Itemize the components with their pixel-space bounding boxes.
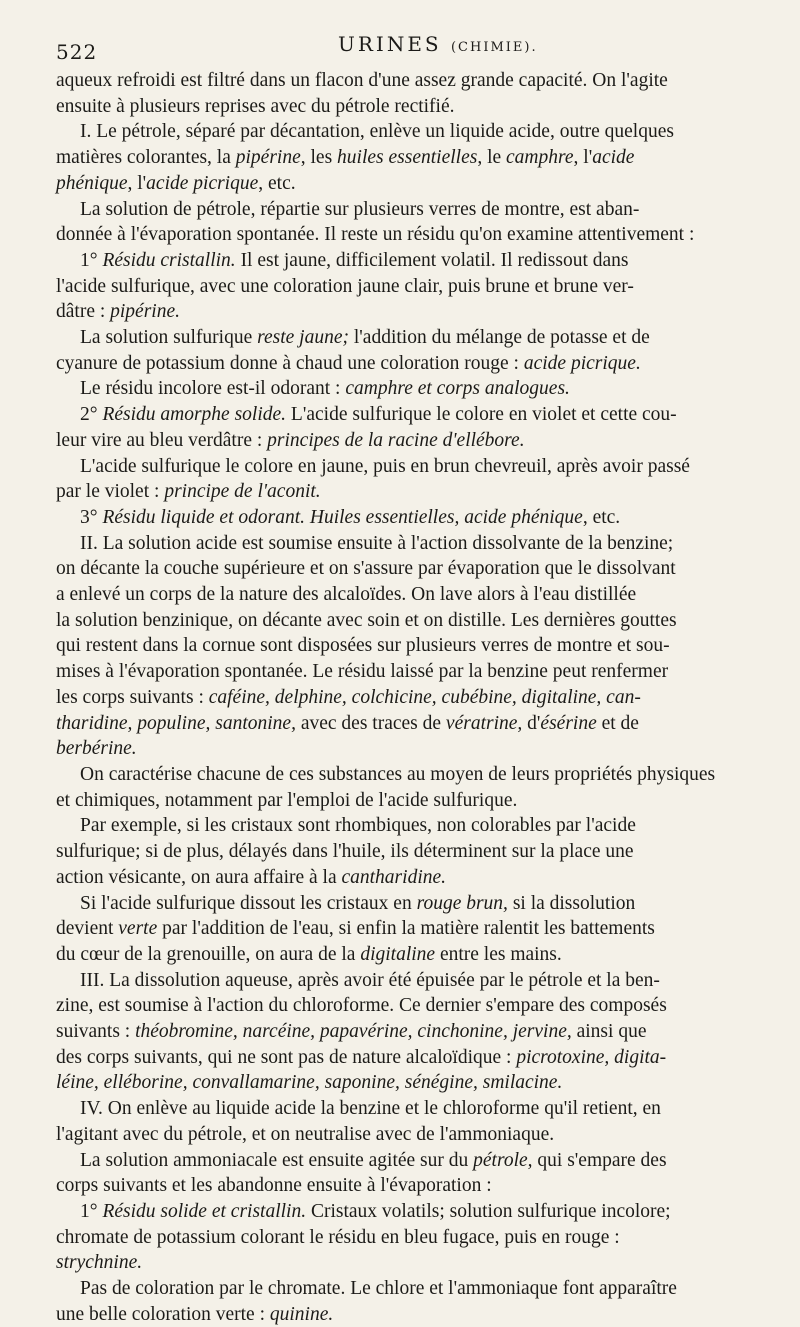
text-line: [56, 711, 760, 737]
text-run: mises à l'évaporation spontanée. Le résidu laissé par la benzine peut renfermer: [56, 661, 669, 683]
text-line: [56, 556, 760, 582]
text-run: 3°: [80, 506, 103, 528]
text-line: [56, 1225, 760, 1251]
italic-text: reste jaune;: [257, 327, 349, 349]
italic-text: tharidine, populine, santonine,: [56, 712, 296, 734]
text-line: [56, 325, 760, 351]
text-run: matières colorantes, la: [56, 147, 236, 169]
italic-text: cantharidine.: [341, 866, 447, 888]
text-line: [56, 1199, 760, 1225]
text-line: [56, 1173, 760, 1199]
text-run: corps suivants et les abandonne ensuite à l'évaporation :: [56, 1175, 492, 1197]
text-run: qui restent dans la cornue sont disposées sur plusieurs verres de montre et sou-: [56, 635, 670, 657]
text-run: , l': [127, 172, 147, 194]
text-run: du cœur de la grenouille, on aura de la: [56, 943, 361, 965]
text-line: [56, 1070, 760, 1096]
text-line: [56, 145, 760, 171]
text-run: , etc.: [582, 506, 621, 528]
text-line: [56, 531, 760, 557]
text-line: [56, 197, 760, 223]
text-line: [56, 659, 760, 685]
text-line: [56, 736, 760, 762]
text-line: [56, 376, 760, 402]
text-run: des corps suivants, qui ne sont pas de nature alcaloïdique :: [56, 1046, 517, 1068]
text-run: , etc.: [258, 172, 296, 194]
page-header: [56, 22, 760, 68]
text-run: , l': [573, 147, 593, 169]
text-line: [56, 916, 760, 942]
text-line: [56, 942, 760, 968]
text-line: [56, 402, 760, 428]
text-run: , le: [477, 147, 507, 169]
italic-text: verte: [118, 918, 158, 940]
text-run: la solution benzinique, on décante avec soin et on distille. Les dernières gouttes: [56, 609, 677, 631]
text-run: l'acide sulfurique, avec une coloration jaune clair, puis brune et brune ver-: [56, 275, 634, 297]
text-run: devient: [56, 918, 119, 940]
text-line: [56, 428, 760, 454]
text-run: chromate de potassium colorant le résidu en bleu fugace, puis en rouge :: [56, 1226, 620, 1248]
text-line: [56, 1096, 760, 1122]
text-run: 1°: [80, 249, 103, 271]
text-line: [56, 1276, 760, 1302]
text-run: III. La dissolution aqueuse, après avoir été épuisée par le pétrole et la ben-: [80, 969, 660, 991]
text-run: Pas de coloration par le chromate. Le chlore et l'ammoniaque font apparaître: [80, 1278, 677, 1300]
text-run: zine, est soumise à l'action du chloroforme. Ce dernier s'empare des composés: [56, 995, 667, 1017]
italic-text: strychnine.: [56, 1252, 143, 1274]
text-run: La solution ammoniacale est ensuite agitée sur du: [80, 1149, 474, 1171]
text-run: l'addition du mélange de potasse et de: [348, 327, 650, 349]
italic-text: vératrine,: [445, 712, 523, 734]
text-run: entre les mains.: [435, 943, 562, 965]
text-run: 1°: [80, 1200, 103, 1222]
text-line: [56, 505, 760, 531]
text-line: [56, 762, 760, 788]
text-line: [56, 351, 760, 377]
italic-text: rouge brun,: [416, 892, 508, 914]
text-run: Il est jaune, difficilement volatil. Il redissout dans: [235, 249, 629, 271]
text-line: [56, 119, 760, 145]
text-line: [56, 582, 760, 608]
italic-text: picrotoxine, digita-: [516, 1046, 667, 1068]
italic-text: camphre: [506, 147, 574, 169]
text-run: par le violet :: [56, 481, 165, 503]
text-line: [56, 171, 760, 197]
text-line: [56, 274, 760, 300]
italic-text: digitaline: [360, 943, 436, 965]
text-line: [56, 968, 760, 994]
italic-text: Huiles essentielles, acide phénique: [309, 506, 583, 528]
text-line: [56, 299, 760, 325]
italic-text: berbérine.: [56, 738, 137, 760]
text-run: on décante la couche supérieure et on s'assure par évaporation que le dissolvant: [56, 558, 676, 580]
text-run: donnée à l'évaporation spontanée. Il reste un résidu qu'on examine attentivement :: [56, 224, 695, 246]
text-run: sulfurique; si de plus, délayés dans l'huile, ils déterminent sur la place une: [56, 841, 634, 863]
italic-text: Résidu cristallin.: [102, 249, 236, 271]
text-run: II. La solution acide est soumise ensuite à l'action dissolvante de la benzine;: [80, 532, 674, 554]
text-run: cyanure de potassium donne à chaud une coloration rouge :: [56, 352, 524, 374]
running-title-sub: (CHIMIE).: [450, 40, 538, 55]
text-run: I. Le pétrole, séparé par décantation, enlève un liquide acide, outre quelques: [80, 121, 674, 143]
italic-text: huiles essentielles: [337, 147, 478, 169]
italic-text: phénique: [56, 172, 128, 194]
text-run: dâtre :: [56, 301, 111, 323]
text-line: [56, 788, 760, 814]
running-title: [338, 32, 538, 56]
italic-text: principe de l'aconit.: [164, 481, 321, 503]
text-line: [56, 1019, 760, 1045]
text-line: [56, 891, 760, 917]
text-run: d': [522, 712, 541, 734]
text-run: leur vire au bleu verdâtre :: [56, 429, 268, 451]
text-line: [56, 1250, 760, 1276]
text-line: [56, 865, 760, 891]
text-run: Par exemple, si les cristaux sont rhombiques, non colorables par l'acide: [80, 815, 636, 837]
text-run: On caractérise chacune de ces substances au moyen de leurs propriétés physiques: [80, 763, 716, 785]
text-run: et de: [596, 712, 639, 734]
italic-text: principes de la racine d'ellébore.: [267, 429, 525, 451]
text-run: qui s'empare des: [532, 1149, 667, 1171]
text-line: [56, 685, 760, 711]
text-run: L'acide sulfurique le colore en violet et cette cou-: [286, 404, 677, 426]
text-run: IV. On enlève au liquide acide la benzine et le chloroforme qu'il retient, en: [80, 1098, 661, 1120]
italic-text: pipérine: [235, 147, 301, 169]
text-run: avec des traces de: [295, 712, 446, 734]
italic-text: théobromine, narcéine, papavérine, cinchonine, jervine,: [135, 1021, 572, 1043]
text-run: ainsi que: [571, 1021, 647, 1043]
text-run: ensuite à plusieurs reprises avec du pétrole rectifié.: [56, 95, 455, 117]
text-run: suivants :: [56, 1021, 136, 1043]
text-line: [56, 608, 760, 634]
text-line: [56, 68, 760, 94]
italic-text: Résidu amorphe solide.: [102, 404, 287, 426]
text-line: [56, 1148, 760, 1174]
italic-text: pipérine.: [110, 301, 180, 323]
running-title-main: URINES: [338, 32, 442, 56]
italic-text: Résidu solide et cristallin.: [102, 1200, 307, 1222]
text-run: Si l'acide sulfurique dissout les cristaux en: [80, 892, 417, 914]
page-number: 522: [56, 40, 98, 64]
text-run: une belle coloration verte :: [56, 1303, 270, 1325]
text-line: [56, 454, 760, 480]
italic-text: léine, elléborine, convallamarine, saponine, sénégine, smilacine.: [56, 1072, 563, 1094]
text-run: Cristaux volatils; solution sulfurique incolore;: [306, 1200, 671, 1222]
text-run: Le résidu incolore est-il odorant :: [80, 378, 346, 400]
text-run: aqueux refroidi est filtré dans un flacon d'une assez grande capacité. On l'agite: [56, 70, 668, 91]
italic-text: camphre et corps analogues.: [345, 378, 570, 400]
text-run: si la dissolution: [507, 892, 636, 914]
text-line: [56, 839, 760, 865]
text-line: [56, 248, 760, 274]
text-run: les corps suivants :: [56, 686, 209, 708]
text-run: La solution sulfurique: [80, 327, 258, 349]
text-run: a enlevé un corps de la nature des alcaloïdes. On lave alors à l'eau distillée: [56, 584, 637, 606]
text-line: [56, 479, 760, 505]
text-line: [56, 993, 760, 1019]
text-run: l'agitant avec du pétrole, et on neutralise avec de l'ammoniaque.: [56, 1123, 555, 1145]
text-run: action vésicante, on aura affaire à la: [56, 866, 342, 888]
italic-text: quinine.: [269, 1303, 334, 1325]
italic-text: ésérine: [540, 712, 597, 734]
text-run: L'acide sulfurique le colore en jaune, puis en brun chevreuil, après avoir passé: [80, 455, 690, 477]
italic-text: acide picrique.: [523, 352, 641, 374]
text-line: [56, 1302, 760, 1327]
text-line: [56, 222, 760, 248]
text-line: [56, 813, 760, 839]
italic-text: pétrole,: [473, 1149, 533, 1171]
italic-text: caféine, delphine, colchicine, cubébine, digitaline, can-: [208, 686, 641, 708]
text-run: , les: [300, 147, 338, 169]
text-run: La solution de pétrole, répartie sur plusieurs verres de montre, est aban-: [80, 198, 640, 220]
text-line: [56, 94, 760, 120]
text-run: et chimiques, notamment par l'emploi de l'acide sulfurique.: [56, 789, 518, 811]
italic-text: Résidu liquide et odorant.: [102, 506, 305, 528]
text-run: par l'addition de l'eau, si enfin la matière ralentit les battements: [157, 918, 655, 940]
italic-text: acide picrique: [146, 172, 259, 194]
text-line: [56, 1045, 760, 1071]
italic-text: acide: [592, 147, 635, 169]
text-line: [56, 633, 760, 659]
text-run: 2°: [80, 404, 103, 426]
body-text: [56, 68, 760, 1327]
text-line: [56, 1122, 760, 1148]
